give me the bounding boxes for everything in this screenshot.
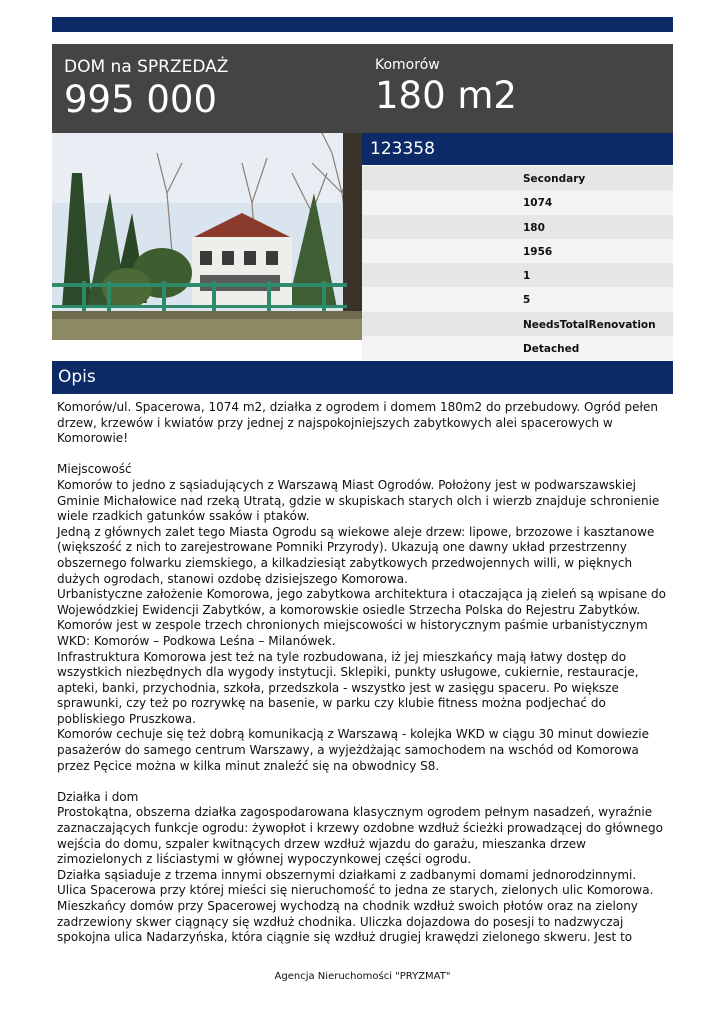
listing-header — [52, 44, 673, 133]
spec-value: Detached — [523, 343, 580, 356]
listing-type: DOM na SPRZEDAŻ — [64, 57, 229, 77]
spec-row-year-built — [362, 239, 673, 263]
spec-value: 180 — [523, 221, 545, 234]
paragraph: Infrastruktura Komorowa jest też na tyle rozbudowana, iż jej mieszkańcy mają łatwy dostęp do wszystkich niezbędnych dla wygody instytucji. Sklepiki, punkty usługowe, cukiernie, restauracje, apteki, banki, przychodnia, szkoła, przedszkola - wszystko jest w zasięgu spaceru. Po większe sprawunki, czy też po rozrywkę na basenie, w parku czy klubie fitness można podjechać do pobliskiego Pruszkowa. — [57, 649, 639, 726]
description-text — [57, 400, 669, 945]
price: 995 000 — [64, 78, 218, 121]
spec-row-market — [362, 166, 673, 190]
section-title: Opis — [58, 367, 96, 387]
spec-row-building-type — [362, 336, 673, 360]
spec-row-rooms — [362, 287, 673, 311]
paragraph: Prostokątna, obszerna działka zagospodarowana klasycznym ogrodem pełnym nasadzeń, wyraźnie zaznaczających funkcje ogrodu: żywopłot i krzewy ozdobne wzdłuż ścieżki prowadzącej do głównego wejścia do domu, szpaler kwitnących drzew wzdłuż wjazdu do garażu, mieszanka drzew zimozielonych z liściastymi w głównej wypoczynkowej części ogrodu. — [57, 805, 663, 867]
price-block — [64, 56, 228, 122]
paragraph: Komorów/ul. Spacerowa, 1074 m2, działka z ogrodem i domem 180m2 do przebudowy. Ogród pełen drzew, krzewów i kwiatów przy jednej z najspokojniejszych zabytkowych alei spacerowych w Komorowie! — [57, 400, 658, 446]
paragraph: Działka sąsiaduje z trzema innymi obszernymi działkami z zadbanymi domami jednorodzinnymi. Ulica Spacerowa przy której mieści się nieruchomość to jedna ze starych, zielonych ulic Komorowa. Mieszkańcy domów przy Spacerowej wychodzą na chodnik wzdłuż swoich płotów oraz na zielony zadrzewiony skwer ciągnący się wzdłuż chodnika. Uliczka dojazdowa do posesji to nadzwyczaj spokojna ulica Nadarzyńska, która ciągnie się wzdłuż drugiej krawędzi zielonego skweru. Jest to — [57, 867, 654, 945]
paragraph: Urbanistyczne założenie Komorowa, jego zabytkowa architektura i otaczająca ją zieleń są wpisane do Wojewódzkiej Ewidencji Zabytków, a komorowskie osiedle Strzecha Polska do Rejestru Zabytków. Komorów jest w zespole trzech chronionych miejscowości w historycznym paśmie urbanistycznym WKD: Komorów – Podkowa Leśna – Milanówek. — [57, 587, 666, 648]
spec-value: NeedsTotalRenovation — [523, 318, 656, 331]
subheading: Działka i dom — [57, 789, 139, 804]
spec-value: 5 — [523, 294, 531, 307]
spec-value: 1 — [523, 270, 531, 283]
spec-value: 1956 — [523, 245, 553, 258]
description-section-header — [52, 361, 673, 394]
spec-row-plot-area — [362, 190, 673, 214]
listing-id-bar — [362, 133, 673, 165]
location: Komorów — [375, 57, 440, 73]
listing-id: 123358 — [370, 139, 435, 159]
spec-row-floor-area — [362, 215, 673, 239]
area: 180 m2 — [375, 74, 517, 117]
spec-value: Secondary — [523, 173, 586, 185]
area-block — [375, 56, 517, 118]
spec-table — [362, 166, 673, 360]
footer-agency: Agencja Nieruchomości "PRYZMAT" — [274, 971, 451, 982]
paragraph: Komorów to jedno z sąsiadujących z Warszawą Miast Ogrodów. Położony jest w podwarszawskiej Gminie Michałowice nad rzeką Utratą, gdzie w skupiskach starych olch i wierzb znajduje schronienie wiele rzadkich gatunków ssaków i ptaków. — [57, 477, 660, 524]
spec-row-condition — [362, 312, 673, 336]
paragraph: Komorów cechuje się też dobrą komunikacją z Warszawą - kolejka WKD w ciągu 30 minut dowiezie pasażerów do samego centrum Warszawy, a wyjeżdżając samochodem na wschód od Komorowa przez Pęcice można w kilka minut znaleźć się na obwodnicy S8. — [57, 727, 649, 773]
paragraph: Jedną z głównych zalet tego Miasta Ogrodu są wiekowe aleje drzew: lipowe, brzozowe i kasztanowe (większość z nich to zarejestrowane Pomniki Przyrody). Ukazują one dawny układ przestrzenny obszernego folwarku ziemskiego, a kilkadziesiąt zabytkowych przedwojennych willi, w pięknych dużych ogrodach, stanowi ozdobę dzisiejszego Komorowa. — [57, 524, 655, 586]
subheading: Miejscowość — [57, 462, 132, 477]
spec-row-floors — [362, 263, 673, 287]
spec-value: 1074 — [523, 197, 553, 210]
top-accent-bar — [52, 17, 673, 32]
property-photo — [52, 133, 362, 340]
